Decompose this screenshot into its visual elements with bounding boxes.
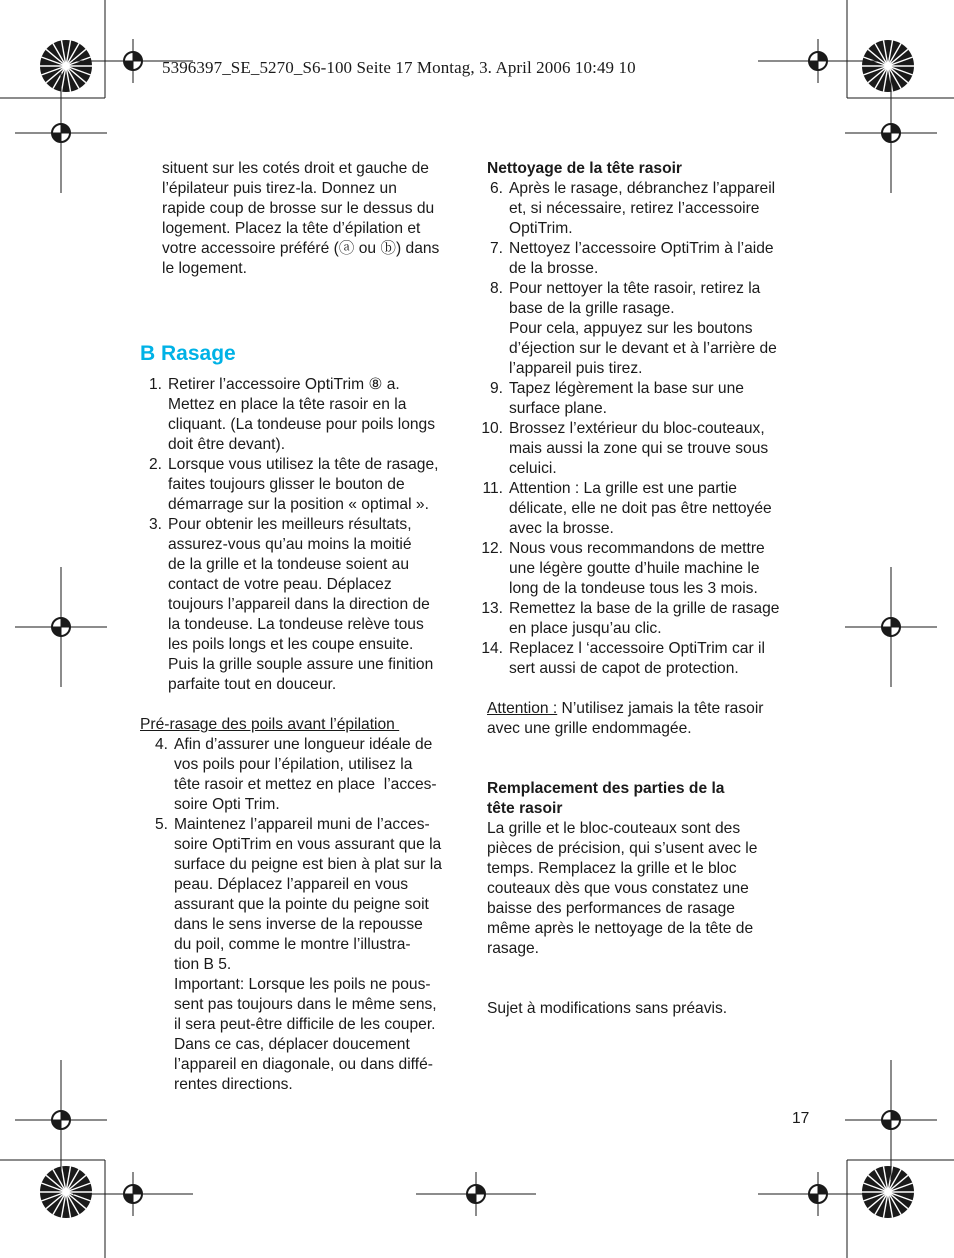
intro-paragraph	[140, 159, 470, 279]
item-line: surface du peigne est bien à plat sur la	[174, 856, 442, 873]
pre-shave-subheading: Pré-rasage des poils avant l’épilation	[140, 716, 400, 733]
item-line: assurez-vous qu’au moins la moitié	[168, 536, 412, 553]
item-line: mais aussi la zone qui se trouve sous	[509, 440, 769, 457]
item-line: Tapez légèrement la base sur une	[509, 380, 744, 397]
item-line: long de la tondeuse tous les 3 mois.	[509, 580, 758, 597]
item-line: du poil, comme le montre l’illustra-	[174, 936, 411, 953]
attention-text: N’utilisez jamais la tête rasoir	[557, 700, 764, 717]
item-line: Attention : La grille est une partie	[509, 480, 737, 497]
replacement-paragraph	[487, 819, 817, 959]
item-line: parfaite tout en douceur.	[168, 676, 337, 693]
item-number: 1.	[148, 376, 162, 393]
item-number: 8.	[489, 280, 503, 297]
attention-label: Attention :	[487, 700, 558, 717]
footer-note: Sujet à modifications sans préavis.	[487, 1000, 728, 1017]
item-line: de la brosse.	[509, 260, 599, 277]
list-item	[481, 639, 817, 679]
intro-line: votre accessoire préféré (ⓐ ou ⓑ) dans	[162, 240, 440, 257]
cleaning-steps-list	[481, 179, 817, 679]
cleaning-heading: Nettoyage de la tête rasoir	[487, 160, 682, 177]
item-line: en place jusqu’au clic.	[509, 620, 662, 637]
item-number: 4.	[154, 736, 168, 753]
item-line: et, si nécessaire, retirez l’accessoire	[509, 200, 760, 217]
starburst-bottom-right-icon	[862, 1166, 914, 1218]
list-item	[146, 815, 470, 1095]
item-number: 3.	[148, 516, 162, 533]
item-line: l’appareil puis tirez.	[509, 360, 643, 377]
starburst-top-right-icon	[862, 40, 914, 92]
item-line: démarrage sur la position « optimal ».	[168, 496, 429, 513]
crosshair-target-icon	[15, 1060, 107, 1180]
starburst-bottom-left-icon	[40, 1166, 92, 1218]
item-line: Maintenez l’appareil muni de l’acces-	[174, 816, 430, 833]
crosshair-target-icon	[73, 1172, 193, 1216]
item-line: avec la brosse.	[509, 520, 614, 537]
crosshair-target-icon	[15, 73, 107, 193]
page-number: 17	[792, 1110, 810, 1127]
item-line: assurant que la pointe du peigne soit	[174, 896, 429, 913]
item-line: contact de votre peau. Déplacez	[168, 576, 392, 593]
list-item	[146, 735, 470, 815]
item-line: la tondeuse. La tondeuse relève tous	[168, 616, 424, 633]
intro-line: situent sur les cotés droit et gauche de	[162, 160, 429, 177]
attention-note	[487, 699, 817, 739]
list-item	[481, 599, 817, 639]
item-line: délicate, elle ne doit pas être nettoyée	[509, 500, 772, 517]
list-item	[481, 479, 817, 539]
item-line: Dans ce cas, déplacer doucement	[174, 1036, 410, 1053]
item-line: peau. Déplacez l’appareil en vous	[174, 876, 409, 893]
list-item	[481, 279, 817, 379]
item-number: 6.	[489, 180, 503, 197]
section-title: B Rasage	[140, 342, 236, 365]
item-line: sert aussi de capot de protection.	[509, 660, 739, 677]
paragraph-line: temps. Remplacez la grille et le bloc	[487, 860, 737, 877]
item-number: 11.	[482, 480, 503, 497]
item-line: Pour nettoyer la tête rasoir, retirez la	[509, 280, 761, 297]
item-line: une légère goutte d’huile machine le	[509, 560, 760, 577]
paragraph-line: même après le nettoyage de la tête de	[487, 920, 754, 937]
item-line: rentes directions.	[174, 1076, 293, 1093]
list-item	[140, 515, 470, 695]
attention-text: avec une grille endommagée.	[487, 720, 692, 737]
list-item	[481, 419, 817, 479]
item-line: Retirer l’accessoire OptiTrim ⑧ a.	[168, 376, 400, 393]
item-line: faites toujours glisser le bouton de	[168, 476, 405, 493]
item-line: Important: Lorsque les poils ne pous-	[174, 976, 431, 993]
item-line: soire OptiTrim en vous assurant que la	[174, 836, 442, 853]
item-line: Brossez l’extérieur du bloc-couteaux,	[509, 420, 765, 437]
item-number: 13.	[481, 600, 503, 617]
item-line: toujours l’appareil dans la direction de	[168, 596, 430, 613]
item-line: Pour cela, appuyez sur les boutons	[509, 320, 753, 337]
right-column	[481, 159, 817, 1019]
crosshair-target-icon	[416, 1172, 536, 1216]
intro-line: rapide coup de brosse sur le dessus du	[162, 200, 435, 217]
item-line: sent pas toujours dans le même sens,	[174, 996, 437, 1013]
item-line: doit être devant).	[168, 436, 286, 453]
item-line: Nettoyez l’accessoire OptiTrim à l’aide	[509, 240, 774, 257]
item-line: Pour obtenir les meilleurs résultats,	[168, 516, 412, 533]
intro-line: logement. Placez la tête d’épilation et	[162, 220, 421, 237]
replacement-heading	[487, 779, 817, 819]
crosshair-target-icon	[758, 39, 878, 83]
item-line: de la grille et la tondeuse soient au	[168, 556, 410, 573]
heading-line: Remplacement des parties de la	[487, 780, 725, 797]
item-line: d’éjection sur le devant et à l’arrière de	[509, 340, 777, 357]
item-line: celuici.	[509, 460, 557, 477]
item-number: 10.	[481, 420, 503, 437]
item-line: surface plane.	[509, 400, 607, 417]
item-line: soire Opti Trim.	[174, 796, 280, 813]
list-item	[481, 539, 817, 599]
item-number: 2.	[148, 456, 162, 473]
list-item	[481, 239, 817, 279]
item-number: 9.	[489, 380, 503, 397]
item-line: l’appareil en diagonale, ou dans diffé-	[174, 1056, 433, 1073]
crosshair-target-icon	[845, 567, 937, 687]
item-line: OptiTrim.	[509, 220, 573, 237]
item-line: base de la grille rasage.	[509, 300, 675, 317]
item-line: Replacez l ‘accessoire OptiTrim car il	[509, 640, 765, 657]
item-number: 14.	[481, 640, 503, 657]
item-number: 5.	[154, 816, 168, 833]
crosshair-target-icon	[15, 567, 107, 687]
item-number: 12.	[481, 540, 503, 557]
item-line: Afin d’assurer une longueur idéale de	[174, 736, 433, 753]
list-item	[140, 375, 470, 455]
left-column	[140, 159, 470, 1095]
item-line: Nous vous recommandons de mettre	[509, 540, 765, 557]
item-number: 7.	[489, 240, 503, 257]
paragraph-line: pièces de précision, qui s’usent avec le	[487, 840, 758, 857]
crosshair-target-icon	[758, 1172, 878, 1216]
paragraph-line: couteaux dès que vous constatez une	[487, 880, 749, 897]
list-item	[481, 179, 817, 239]
item-line: les poils longs et les coupe ensuite.	[168, 636, 414, 653]
crosshair-target-icon	[845, 1060, 937, 1180]
item-line: il sera peut-être difficile de les couper.	[174, 1016, 436, 1033]
item-line: Après le rasage, débranchez l’appareil	[509, 180, 776, 197]
heading-line: tête rasoir	[487, 800, 563, 817]
pre-shave-steps-list	[140, 735, 470, 1095]
item-line: vos poils pour l’épilation, utilisez la	[174, 756, 413, 773]
item-line: tête rasoir et mettez en place l’acces-	[174, 776, 437, 793]
intro-line: le logement.	[162, 260, 247, 277]
list-item	[481, 379, 817, 419]
paragraph-line: baisse des performances de rasage	[487, 900, 735, 917]
item-line: Puis la grille souple assure une finition	[168, 656, 434, 673]
intro-line: l’épilateur puis tirez-la. Donnez un	[162, 180, 397, 197]
item-line: cliquant. (La tondeuse pour poils longs	[168, 416, 436, 433]
item-line: dans le sens inverse de la repousse	[174, 916, 423, 933]
shaving-steps-list	[140, 375, 470, 695]
paragraph-line: La grille et le bloc-couteaux sont des	[487, 820, 741, 837]
paragraph-line: rasage.	[487, 940, 540, 957]
starburst-top-left-icon	[40, 40, 92, 92]
item-line: Mettez en place la tête rasoir en la	[168, 396, 407, 413]
item-line: Lorsque vous utilisez la tête de rasage,	[168, 456, 439, 473]
item-line: Remettez la base de la grille de rasage	[509, 600, 780, 617]
print-header: 5396397_SE_5270_S6-100 Seite 17 Montag, 3. April 2006 10:49 10	[162, 58, 636, 77]
item-line: tion B 5.	[174, 956, 232, 973]
crosshair-target-icon	[845, 73, 937, 193]
list-item	[140, 455, 470, 515]
